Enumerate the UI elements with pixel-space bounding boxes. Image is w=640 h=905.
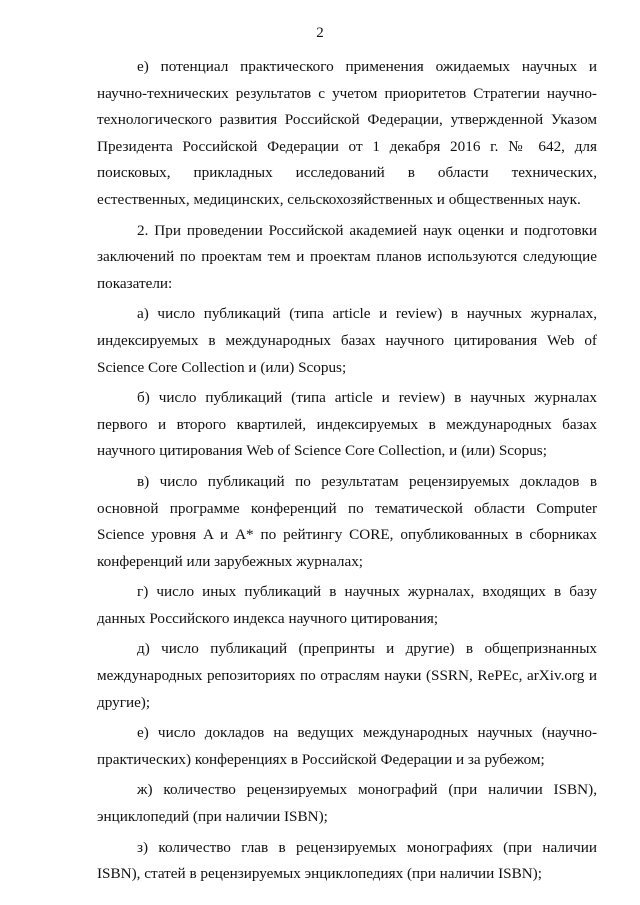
paragraph-item-v: в) число публикаций по результатам рецензируемых докладов в основной программе конференций по тематической области Computer Science уровня A и A* по рейтингу CORE, опубликованных в сборниках конференций или зарубежных журналах;: [97, 472, 597, 570]
page-number: 2: [316, 25, 324, 41]
paragraph-item-zh: ж) количество рецензируемых монографий (при наличии ISBN), энциклопедий (при наличии ISBN);: [97, 781, 597, 826]
paragraph-item-z: з) количество глав в рецензируемых монографиях (при наличии ISBN), статей в рецензируемых энциклопедиях (при наличии ISBN);: [97, 838, 597, 883]
paragraph-item-e-potential: е) потенциал практического применения ожидаемых научных и научно-технических результатов с учетом приоритетов Стратегии научно-технологического развития Российской Федерации, утвержденной Указом Президента Российской Федерации от 1 декабря 2016 г. № 642, для поисковых, прикладных исследований в области технических, естественных, медицинских, сельскохозяйственных и общественных наук.: [97, 58, 597, 208]
paragraph-item-e-reports: е) число докладов на ведущих международных научных (научно-практических) конференциях в Российской Федерации и за рубежом;: [97, 724, 597, 768]
paragraph-section-2-intro: 2. При проведении Российской академией наук оценки и подготовки заключений по проектам тем и проектам планов используются следующие показатели:: [97, 221, 597, 292]
document-body: [97, 54, 597, 888]
paragraph-item-b: б) число публикаций (типа article и review) в научных журналах первого и второго квартилей, индексируемых в международных базах научного цитирования Web of Science Core Collection, и (или) Scopus;: [97, 389, 597, 460]
paragraph-item-d: д) число публикаций (препринты и другие) в общепризнанных международных репозиториях по отраслям науки (SSRN, RePEc, arXiv.org и другие);: [97, 640, 597, 711]
paragraph-item-a: а) число публикаций (типа article и review) в научных журналах, индексируемых в международных базах научного цитирования Web of Science Core Collection и (или) Scopus;: [97, 305, 597, 376]
paragraph-item-g: г) число иных публикаций в научных журналах, входящих в базу данных Российского индекса научного цитирования;: [97, 583, 597, 627]
